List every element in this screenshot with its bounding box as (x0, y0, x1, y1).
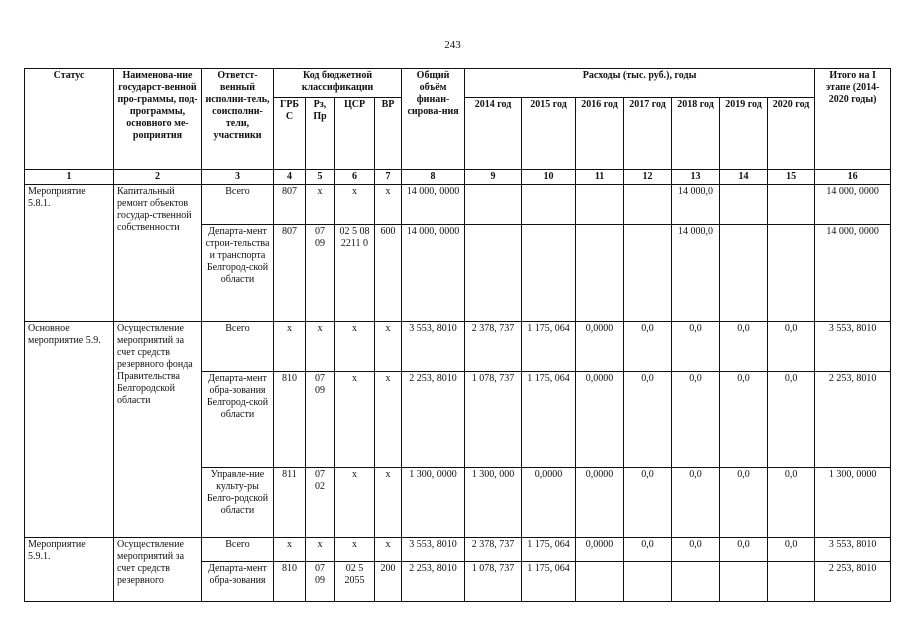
col-number: 12 (624, 170, 672, 185)
cell-itogo: 2 253, 8010 (815, 372, 891, 468)
cell-grbs: х (274, 322, 306, 372)
cell-rzpr: х (306, 538, 335, 562)
header-vr: ВР (375, 98, 402, 170)
header-2014: 2014 год (465, 98, 522, 170)
cell-2020: 0,0 (768, 372, 815, 468)
cell-total: 3 553, 8010 (402, 322, 465, 372)
cell-2017: 0,0 (624, 468, 672, 538)
col-number: 8 (402, 170, 465, 185)
table-row (25, 538, 891, 562)
row-name: Осуществление мероприятий за счет средств резервного (114, 538, 202, 602)
cell-total: 2 253, 8010 (402, 372, 465, 468)
header-status: Статус (25, 69, 114, 170)
col-number: 16 (815, 170, 891, 185)
header-2017: 2017 год (624, 98, 672, 170)
cell-2018: 0,0 (672, 538, 720, 562)
header-2020: 2020 год (768, 98, 815, 170)
cell-2020: 0,0 (768, 322, 815, 372)
row-responsible: Управле-ние культу-ры Белго-родской области (202, 468, 274, 538)
cell-2019: 0,0 (720, 322, 768, 372)
col-number: 15 (768, 170, 815, 185)
cell-2017 (624, 185, 672, 225)
cell-2016 (576, 225, 624, 322)
budget-table (24, 68, 891, 602)
cell-2018 (672, 562, 720, 602)
cell-itogo: 2 253, 8010 (815, 562, 891, 602)
cell-grbs: 810 (274, 562, 306, 602)
cell-2019 (720, 225, 768, 322)
row-responsible: Департа-мент обра-зования (202, 562, 274, 602)
cell-csr: х (335, 185, 375, 225)
cell-2015 (522, 185, 576, 225)
cell-total: 1 300, 0000 (402, 468, 465, 538)
row-status: Основное мероприятие 5.9. (25, 322, 114, 538)
cell-total: 14 000, 0000 (402, 225, 465, 322)
cell-2017: 0,0 (624, 538, 672, 562)
row-name: Капитальный ремонт объектов государ-ственной собственности (114, 185, 202, 322)
cell-rzpr: х (306, 322, 335, 372)
cell-csr: х (335, 468, 375, 538)
cell-2019 (720, 562, 768, 602)
col-number: 5 (306, 170, 335, 185)
col-number: 6 (335, 170, 375, 185)
page-number: 243 (444, 39, 461, 51)
header-name: Наименова-ние государст-венной про-граммы, под-программы, основного ме-роприятия (114, 69, 202, 170)
cell-grbs: х (274, 538, 306, 562)
row-status: Мероприятие 5.8.1. (25, 185, 114, 322)
header-rzpr: Рз, Пр (306, 98, 335, 170)
cell-rzpr: х (306, 185, 335, 225)
cell-total: 3 553, 8010 (402, 538, 465, 562)
table-row (25, 185, 891, 225)
cell-2015 (522, 225, 576, 322)
cell-grbs: 811 (274, 468, 306, 538)
cell-2018: 14 000,0 (672, 225, 720, 322)
cell-2019: 0,0 (720, 538, 768, 562)
cell-2016: 0,0000 (576, 468, 624, 538)
cell-vr: х (375, 185, 402, 225)
header-total-volume: Общий объём финан-сирова-ния (402, 69, 465, 170)
col-number: 14 (720, 170, 768, 185)
row-responsible: Всего (202, 185, 274, 225)
header-itogo: Итого на I этапе (2014-2020 годы) (815, 69, 891, 170)
cell-vr: х (375, 372, 402, 468)
cell-csr: х (335, 372, 375, 468)
cell-2015: 1 175, 064 (522, 372, 576, 468)
cell-grbs: 807 (274, 185, 306, 225)
header-2019: 2019 год (720, 98, 768, 170)
header-2015: 2015 год (522, 98, 576, 170)
header-2016: 2016 год (576, 98, 624, 170)
col-number: 13 (672, 170, 720, 185)
cell-2018: 0,0 (672, 468, 720, 538)
cell-2014: 1 078, 737 (465, 562, 522, 602)
cell-vr: х (375, 468, 402, 538)
cell-2017 (624, 562, 672, 602)
cell-2014 (465, 185, 522, 225)
cell-vr: х (375, 322, 402, 372)
cell-itogo: 14 000, 0000 (815, 225, 891, 322)
row-responsible: Департа-мент строи-тельства и транспорта Белгород-ской области (202, 225, 274, 322)
col-number: 2 (114, 170, 202, 185)
cell-itogo: 3 553, 8010 (815, 538, 891, 562)
cell-2019 (720, 185, 768, 225)
cell-csr: 02 5 08 2211 0 (335, 225, 375, 322)
cell-2018: 0,0 (672, 372, 720, 468)
cell-2014: 1 300, 000 (465, 468, 522, 538)
cell-rzpr: 07 02 (306, 468, 335, 538)
cell-2014: 2 378, 737 (465, 538, 522, 562)
cell-2017 (624, 225, 672, 322)
cell-2016 (576, 185, 624, 225)
cell-2016: 0,0000 (576, 372, 624, 468)
cell-2020: 0,0 (768, 538, 815, 562)
row-responsible: Всего (202, 322, 274, 372)
header-budget-code: Код бюджетной классификации (274, 69, 402, 98)
cell-2016 (576, 562, 624, 602)
cell-vr: 200 (375, 562, 402, 602)
cell-2019: 0,0 (720, 372, 768, 468)
cell-total: 2 253, 8010 (402, 562, 465, 602)
cell-csr: х (335, 322, 375, 372)
cell-2020 (768, 185, 815, 225)
cell-itogo: 1 300, 0000 (815, 468, 891, 538)
header-grbs: ГРБ С (274, 98, 306, 170)
header-responsible: Ответст-венный исполни-тель, соисполни-тели, участники (202, 69, 274, 170)
cell-itogo: 3 553, 8010 (815, 322, 891, 372)
cell-grbs: 807 (274, 225, 306, 322)
cell-2015: 1 175, 064 (522, 562, 576, 602)
cell-2014: 1 078, 737 (465, 372, 522, 468)
header-expenses: Расходы (тыс. руб.), годы (465, 69, 815, 98)
header-csr: ЦСР (335, 98, 375, 170)
cell-itogo: 14 000, 0000 (815, 185, 891, 225)
col-number: 7 (375, 170, 402, 185)
column-numbers-row (25, 170, 891, 185)
col-number: 11 (576, 170, 624, 185)
cell-2014 (465, 225, 522, 322)
cell-total: 14 000, 0000 (402, 185, 465, 225)
cell-2020 (768, 225, 815, 322)
table-row (25, 322, 891, 372)
row-responsible: Департа-мент обра-зования Белгород-ской области (202, 372, 274, 468)
cell-2018: 0,0 (672, 322, 720, 372)
col-number: 9 (465, 170, 522, 185)
col-number: 3 (202, 170, 274, 185)
col-number: 10 (522, 170, 576, 185)
cell-rzpr: 07 09 (306, 562, 335, 602)
cell-2017: 0,0 (624, 372, 672, 468)
cell-2014: 2 378, 737 (465, 322, 522, 372)
row-name: Осуществление мероприятий за счет средств резервного фонда Правительства Белгородской области (114, 322, 202, 538)
cell-vr: х (375, 538, 402, 562)
cell-2016: 0,0000 (576, 538, 624, 562)
row-status: Мероприятие 5.9.1. (25, 538, 114, 602)
cell-2016: 0,0000 (576, 322, 624, 372)
cell-2015: 1 175, 064 (522, 322, 576, 372)
cell-2015: 0,0000 (522, 468, 576, 538)
cell-2017: 0,0 (624, 322, 672, 372)
cell-2020: 0,0 (768, 468, 815, 538)
cell-grbs: 810 (274, 372, 306, 468)
cell-vr: 600 (375, 225, 402, 322)
col-number: 4 (274, 170, 306, 185)
cell-csr: 02 5 2055 (335, 562, 375, 602)
cell-csr: х (335, 538, 375, 562)
cell-2015: 1 175, 064 (522, 538, 576, 562)
cell-2020 (768, 562, 815, 602)
cell-2019: 0,0 (720, 468, 768, 538)
header-2018: 2018 год (672, 98, 720, 170)
col-number: 1 (25, 170, 114, 185)
cell-2018: 14 000,0 (672, 185, 720, 225)
cell-rzpr: 07 09 (306, 372, 335, 468)
cell-rzpr: 07 09 (306, 225, 335, 322)
row-responsible: Всего (202, 538, 274, 562)
